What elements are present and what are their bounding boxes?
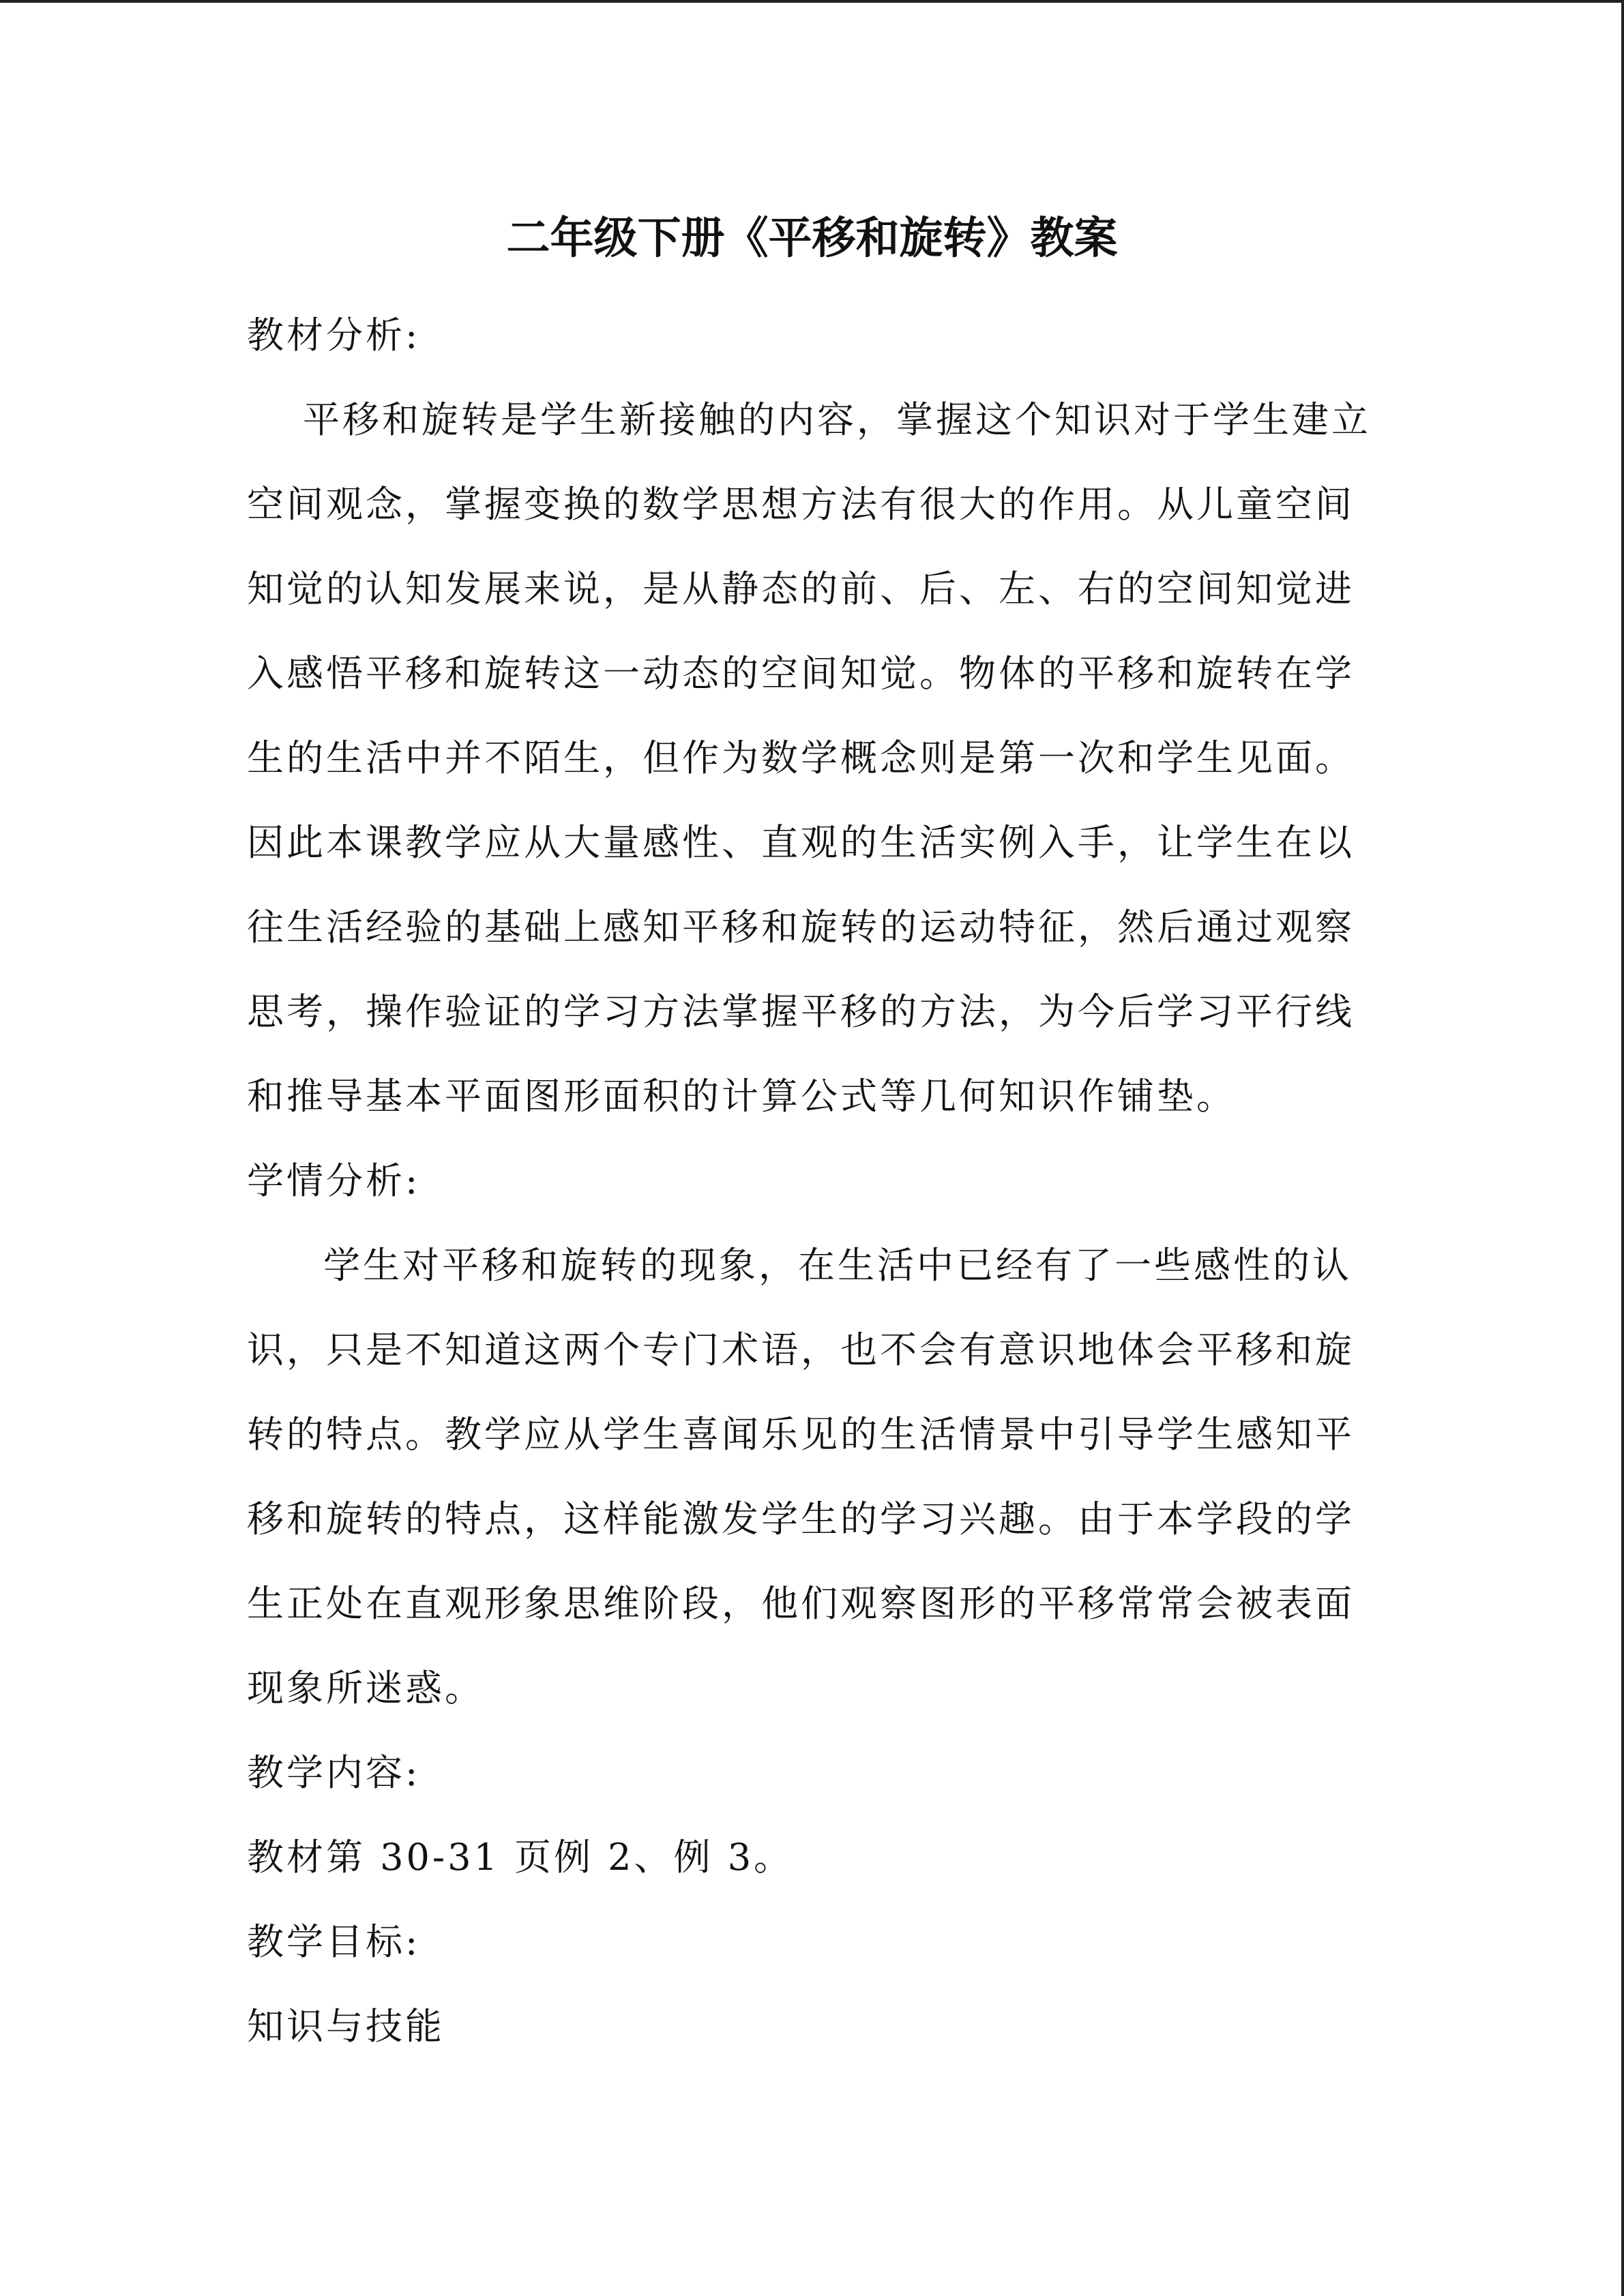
material-analysis-heading: 教材分析: (247, 314, 421, 357)
page-border-right (1621, 0, 1624, 2296)
document-body (247, 293, 1379, 2069)
page-border-top (0, 0, 1624, 3)
teaching-content-paragraph: 教材第 30-31 页例 2、例 3。 (247, 1836, 794, 1879)
teaching-content-heading: 教学内容: (247, 1751, 421, 1794)
material-analysis-paragraph: 平移和旋转是学生新接触的内容，掌握这个知识对于学生建立空间观念，掌握变换的数学思想方法有很大的作用。从儿童空间知觉的认知发展来说，是从静态的前、后、左、右的空间知觉进入感悟平移和旋转这一动态的空间知觉。物体的平移和旋转在学生的生活中并不陌生，但作为数学概念则是第一次和学生见面。因此本课教学应从大量感性、直观的生活实例入手，让学生在以往生活经验的基础上感知平移和旋转的运动特征，然后通过观察思考，操作验证的学习方法掌握平移的方法，为今后学习平行线和推导基本平面图形面积的计算公式等几何知识作铺垫。 (247, 398, 1371, 1118)
student-analysis-heading: 学情分析: (247, 1159, 421, 1202)
document-title: 二年级下册《平移和旋转》教案 (506, 213, 1118, 264)
knowledge-skills-heading: 知识与技能 (247, 2005, 445, 2048)
student-analysis-paragraph: 学生对平移和旋转的现象，在生活中已经有了一些感性的认识，只是不知道这两个专门术语，也不会有意识地体会平移和旋转的特点。教学应从学生喜闻乐见的生活情景中引导学生感知平移和旋转的特点，这样能激发学生的学习兴趣。由于本学段的学生正处在直观形象思维阶段，他们观察图形的平移常常会被表面现象所迷惑。 (247, 1244, 1355, 1710)
teaching-goals-heading: 教学目标: (247, 1920, 421, 1963)
